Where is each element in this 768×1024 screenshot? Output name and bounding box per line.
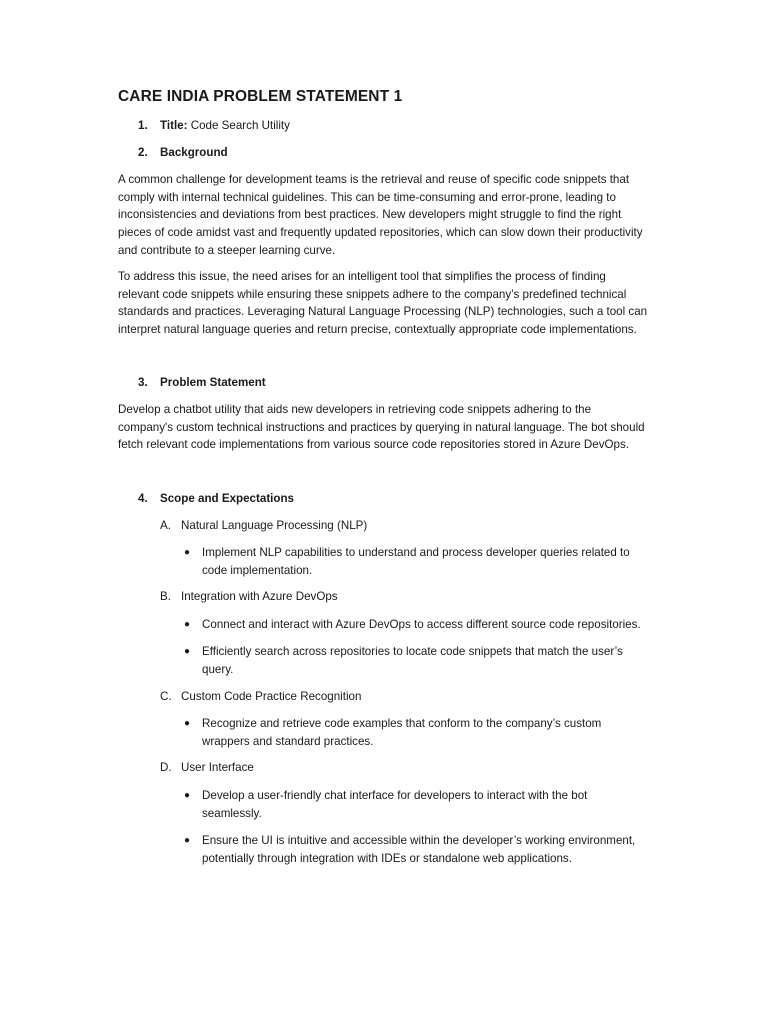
scope-c-heading xyxy=(118,688,648,706)
item-label: Background xyxy=(160,145,228,159)
bullet-text: Connect and interact with Azure DevOps to access different source code repositories. xyxy=(202,617,641,631)
bullet-dot-icon: ● xyxy=(184,618,191,630)
item-number: 4. xyxy=(138,491,148,505)
document-title: CARE INDIA PROBLEM STATEMENT 1 xyxy=(118,88,403,105)
document-page xyxy=(118,86,648,867)
problem-paragraph: Develop a chatbot utility that aids new developers in retrieving code snippets adhering to the company's custom technical instructions and practices by querying in natural language. The bot should fetch relevant code implementations from various source code repositories stored in Azure DevOps. xyxy=(118,403,645,452)
item-label: Problem Statement xyxy=(160,375,266,389)
item-value: Code Search Utility xyxy=(190,119,290,132)
sub-label: Custom Code Practice Recognition xyxy=(181,689,362,703)
scope-b-heading xyxy=(118,588,648,606)
bullet-dot-icon: ● xyxy=(184,718,191,730)
bullet-item xyxy=(118,544,648,579)
item-background-heading xyxy=(118,144,648,162)
bullet-dot-icon: ● xyxy=(184,646,191,658)
item-number: 1. xyxy=(138,119,148,132)
bullet-item xyxy=(118,832,648,867)
bullet-text: Ensure the UI is intuitive and accessible within the developer’s working environment, potentially through integration with IDEs or standalone web applications. xyxy=(202,834,636,865)
bullet-item xyxy=(118,715,648,750)
bullet-item xyxy=(118,616,648,634)
sub-letter: B. xyxy=(160,590,171,604)
bullet-item xyxy=(118,643,648,678)
background-paragraph-1: A common challenge for development teams is the retrieval and reuse of specific code snippets that comply with internal technical guidelines. This can be time-consuming and error-prone, leading to inconsistencies and deviations from best practices. New developers might struggle to find the right pieces of code amidst vast and frequently updated repositories, which can slow down their productivity and contribute to a steeper learning curve. xyxy=(118,173,643,257)
bullet-dot-icon: ● xyxy=(184,547,191,559)
sub-label: Integration with Azure DevOps xyxy=(181,590,338,604)
item-scope-heading xyxy=(118,490,648,508)
sub-letter: C. xyxy=(160,689,172,703)
item-number: 2. xyxy=(138,145,148,159)
bullet-dot-icon: ● xyxy=(184,790,191,802)
sub-letter: D. xyxy=(160,761,172,775)
sub-label: Natural Language Processing (NLP) xyxy=(181,518,368,532)
item-title-heading xyxy=(118,117,648,135)
item-label: Scope and Expectations xyxy=(160,491,295,505)
scope-a-heading xyxy=(118,517,648,535)
item-number: 3. xyxy=(138,375,148,389)
bullet-text: Efficiently search across repositories to locate code snippets that match the user’s query. xyxy=(202,645,623,677)
bullet-text: Develop a user-friendly chat interface for developers to interact with the bot seamlessly. xyxy=(202,789,588,820)
bullet-item xyxy=(118,787,648,822)
sub-label: User Interface xyxy=(181,761,254,775)
bullet-dot-icon: ● xyxy=(184,835,191,847)
bullet-text: Implement NLP capabilities to understand and process developer queries related to code implementation. xyxy=(202,546,630,577)
sub-letter: A. xyxy=(160,518,171,532)
bullet-text: Recognize and retrieve code examples that conform to the company’s custom wrappers and standard practices. xyxy=(202,717,602,748)
item-label: Title: xyxy=(160,119,188,132)
scope-d-heading xyxy=(118,759,648,777)
item-problem-heading xyxy=(118,374,648,392)
background-paragraph-2: To address this issue, the need arises for an intelligent tool that simplifies the process of finding relevant code snippets while ensuring these snippets adhere to the company’s predefined technical standards and practices. Leveraging Natural Language Processing (NLP) technologies, such a tool can interpret natural language queries and return precise, contextually appropriate code implementations. xyxy=(118,270,648,336)
